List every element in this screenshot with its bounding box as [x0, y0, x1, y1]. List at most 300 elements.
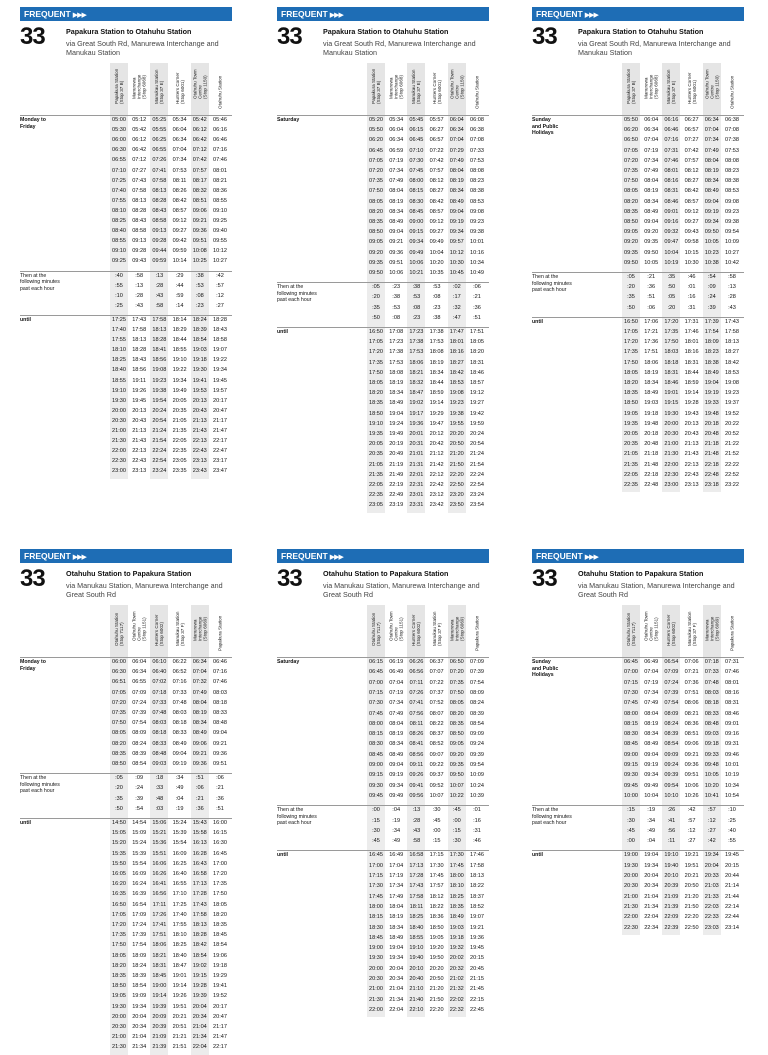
- time-cell: 18:23: [704, 349, 719, 356]
- time-cell: 18:57: [470, 380, 484, 386]
- time-cell: 08:05: [449, 700, 464, 707]
- time-cell: 16:26: [152, 871, 167, 877]
- time-cell: 06:49: [389, 669, 404, 676]
- time-cell: 07:49: [389, 178, 404, 185]
- time-cell: :08: [412, 304, 421, 311]
- time-cell: 23:31: [409, 502, 424, 509]
- time-cell: 07:09: [664, 669, 679, 676]
- stop-name: Hunters Corner (Stop 6002): [411, 614, 422, 646]
- time-cell: 09:34: [449, 229, 464, 236]
- time-cell: 07:33: [704, 669, 719, 676]
- time-cell: 09:05: [449, 741, 464, 748]
- time-cell: 22:31: [409, 482, 424, 488]
- chevrons-right-icon: ▶▶▶: [72, 554, 86, 561]
- time-cell: 07:34: [644, 689, 659, 696]
- section-divider: [20, 271, 232, 272]
- time-cell: 08:34: [449, 188, 464, 195]
- time-cell: :51: [647, 294, 656, 301]
- time-cell: 09:20: [369, 249, 383, 256]
- time-cell: 08:22: [429, 720, 444, 727]
- time-cell: 09:22: [429, 762, 444, 768]
- time-cell: 18:50: [429, 924, 444, 931]
- time-cell: 20:33: [704, 873, 719, 879]
- time-cell: 08:45: [369, 751, 383, 758]
- time-cell: 22:43: [684, 471, 699, 478]
- time-cell: 18:28: [132, 347, 147, 354]
- stop-name: Manukau Station (Stop 37 F): [686, 611, 697, 646]
- time-cell: 08:34: [644, 198, 659, 205]
- stop-name: Manukau Station (Stop 37 E): [411, 69, 422, 104]
- stop-name: Hunters Corner (Stop 6002): [666, 614, 677, 646]
- time-cell: 07:46: [725, 669, 739, 676]
- time-cell: 18:50: [624, 400, 638, 407]
- time-cell: 19:06: [213, 952, 227, 959]
- time-cell: 07:22: [429, 679, 444, 686]
- time-cell: :57: [707, 807, 716, 814]
- time-cell: 07:33: [172, 689, 187, 696]
- time-cell: 07:49: [192, 689, 207, 696]
- time-cell: 08:09: [664, 710, 679, 717]
- time-cell: 09:00: [624, 751, 638, 758]
- time-cell: 08:45: [409, 208, 424, 215]
- time-cell: 21:48: [704, 451, 719, 458]
- time-cell: 08:05: [369, 198, 383, 205]
- time-cell: 06:46: [213, 137, 227, 144]
- time-cell: 18:09: [704, 339, 719, 346]
- time-cell: 19:04: [389, 410, 404, 417]
- time-cell: 18:34: [389, 924, 404, 931]
- time-cell: 09:04: [389, 229, 404, 236]
- time-cell: :30: [372, 827, 380, 834]
- time-cell: 08:05: [624, 188, 638, 195]
- stop-name: Otahuhu Town Centre (Stop 1151): [131, 611, 147, 641]
- time-cell: 19:34: [644, 862, 659, 869]
- time-cell: 17:50: [112, 942, 126, 949]
- time-cell: 09:09: [664, 751, 679, 758]
- time-cell: 09:19: [389, 772, 404, 779]
- time-cell: 20:30: [112, 1024, 126, 1030]
- stop-name: Otahuhu Station (Stop 7117): [371, 612, 381, 646]
- time-cell: 09:04: [704, 198, 719, 205]
- time-cell: 17:50: [624, 359, 638, 366]
- time-cell: 21:14: [725, 883, 739, 890]
- frequent-banner: [277, 549, 489, 563]
- time-cell: 10:30: [449, 259, 464, 266]
- time-cell: 22:50: [684, 924, 699, 931]
- time-cell: 09:40: [213, 228, 227, 235]
- stop-name: Manukau Station (Stop 37 F): [431, 611, 442, 646]
- time-cell: 19:51: [684, 862, 699, 869]
- time-cell: 19:10: [409, 945, 424, 952]
- time-cell: :36: [216, 795, 224, 802]
- time-cell: 07:58: [152, 177, 167, 184]
- time-cell: 07:37: [429, 689, 444, 696]
- time-cell: 09:39: [664, 772, 679, 779]
- time-cell: 21:05: [369, 461, 383, 468]
- time-cell: :21: [473, 294, 481, 301]
- time-cell: 21:34: [192, 1034, 207, 1041]
- time-cell: 09:54: [470, 762, 484, 768]
- time-cell: 20:24: [470, 431, 484, 437]
- time-cell: :58: [155, 302, 164, 309]
- time-cell: 09:51: [684, 772, 699, 779]
- time-cell: 20:54: [152, 417, 167, 424]
- time-cell: 20:10: [664, 873, 679, 879]
- time-cell: 22:35: [172, 448, 187, 455]
- time-cell: 08:33: [704, 710, 719, 717]
- stop-header: [191, 605, 209, 657]
- time-cell: 17:08: [389, 329, 404, 335]
- time-cell: 20:13: [192, 397, 207, 404]
- time-cell: 09:34: [389, 782, 404, 789]
- time-cell: 19:57: [213, 387, 227, 394]
- time-cell: 07:54: [132, 720, 147, 727]
- time-cell: 08:39: [132, 750, 147, 757]
- time-cell: 06:04: [644, 117, 659, 123]
- time-cell: 19:26: [172, 993, 187, 1000]
- time-cell: 17:40: [172, 911, 187, 918]
- time-cell: 19:04: [389, 945, 404, 952]
- time-cell: 10:34: [725, 782, 739, 789]
- time-cell: 18:22: [429, 903, 444, 910]
- time-cell: 06:04: [389, 127, 404, 134]
- time-cell: 09:27: [684, 219, 699, 225]
- frequent-banner: [20, 549, 232, 563]
- time-cell: 16:13: [192, 840, 207, 847]
- time-cell: :35: [627, 294, 635, 301]
- time-cell: 19:35: [369, 431, 383, 437]
- time-cell: 19:05: [624, 410, 638, 417]
- time-cell: 09:39: [470, 751, 484, 758]
- time-cell: :51: [195, 775, 204, 782]
- time-cell: 17:30: [429, 862, 444, 869]
- time-cell: 10:25: [192, 258, 207, 265]
- time-cell: 22:20: [429, 1006, 444, 1013]
- time-cell: 18:09: [132, 952, 147, 959]
- time-cell: 22:18: [644, 471, 659, 478]
- time-cell: 09:36: [684, 762, 699, 768]
- route-title: Otahuhu Station to Papakura Station: [66, 569, 192, 578]
- time-cell: 21:35: [624, 461, 638, 468]
- time-cell: 18:20: [470, 349, 484, 356]
- section-label: until: [277, 852, 288, 859]
- timetable-panel: [20, 7, 232, 542]
- time-cell: 05:42: [132, 127, 147, 134]
- time-cell: 07:12: [132, 157, 147, 164]
- time-cell: 22:12: [429, 471, 444, 478]
- time-cell: 18:58: [213, 337, 227, 344]
- time-cell: 09:56: [409, 792, 424, 799]
- time-cell: 21:05: [624, 451, 638, 458]
- time-cell: 19:23: [449, 400, 464, 407]
- section-label: Sunday and Public Holidays: [532, 117, 559, 136]
- time-cell: 15:50: [112, 860, 126, 867]
- time-cell: :42: [216, 272, 224, 279]
- time-cell: 16:30: [213, 840, 227, 847]
- time-cell: 20:35: [172, 407, 187, 414]
- time-cell: 09:51: [389, 259, 404, 266]
- time-cell: 16:58: [409, 852, 424, 859]
- time-cell: 17:24: [132, 922, 147, 928]
- time-cell: 18:13: [152, 327, 167, 333]
- time-cell: 09:49: [389, 792, 404, 799]
- time-cell: 10:06: [389, 270, 404, 276]
- time-cell: 08:19: [704, 168, 719, 174]
- frequent-banner: [532, 7, 744, 21]
- time-cell: 07:31: [725, 659, 739, 665]
- time-cell: :43: [155, 292, 164, 299]
- time-cell: 20:01: [409, 431, 424, 437]
- time-cell: :06: [216, 775, 224, 782]
- time-cell: 18:56: [132, 367, 147, 374]
- time-cell: 08:21: [684, 710, 699, 717]
- time-cell: 20:47: [213, 407, 227, 414]
- time-cell: 09:19: [704, 208, 719, 215]
- time-cell: 08:04: [644, 710, 659, 717]
- time-cell: 19:42: [470, 410, 484, 417]
- time-cell: 18:12: [429, 893, 444, 900]
- time-cell: 17:46: [470, 852, 484, 859]
- time-cell: 20:09: [152, 1013, 167, 1020]
- time-cell: :53: [195, 282, 204, 289]
- time-cell: 08:39: [470, 710, 484, 717]
- time-cell: :23: [195, 302, 204, 309]
- section-divider: [20, 773, 232, 774]
- section-label: Then at the following minutes past each hour: [532, 807, 572, 827]
- time-cell: :47: [452, 314, 461, 321]
- time-cell: 22:18: [704, 461, 719, 468]
- banner-label: FREQUENT: [24, 9, 71, 19]
- time-cell: 19:14: [684, 390, 699, 397]
- time-cell: 10:41: [704, 792, 719, 799]
- time-cell: 22:45: [470, 1006, 484, 1013]
- time-cell: 18:56: [152, 357, 167, 364]
- time-cell: 19:48: [704, 410, 719, 417]
- time-cell: 19:03: [449, 924, 464, 931]
- time-cell: 19:29: [429, 410, 444, 417]
- time-cell: 07:46: [213, 679, 227, 686]
- time-cell: 07:35: [369, 178, 383, 185]
- time-cell: 06:04: [172, 127, 187, 134]
- time-cell: 09:35: [624, 249, 638, 256]
- time-cell: 10:16: [470, 249, 484, 256]
- stop-name: Otahuhu Town Centre (Stop 1151): [388, 611, 404, 641]
- time-cell: :20: [667, 304, 676, 311]
- time-cell: 18:13: [470, 873, 484, 879]
- time-cell: 08:36: [684, 720, 699, 727]
- time-cell: :35: [372, 304, 380, 311]
- time-cell: 08:43: [132, 218, 147, 224]
- time-cell: 17:09: [132, 911, 147, 918]
- time-cell: 07:26: [409, 689, 424, 696]
- time-cell: 22:00: [664, 461, 679, 468]
- time-cell: 09:08: [725, 198, 739, 205]
- time-cell: 17:25: [112, 316, 126, 323]
- time-cell: :49: [647, 827, 656, 834]
- time-cell: 09:04: [644, 751, 659, 758]
- time-cell: 07:34: [389, 700, 404, 707]
- time-cell: 09:45: [624, 782, 638, 789]
- time-cell: 22:30: [664, 471, 679, 478]
- time-cell: :51: [473, 314, 481, 321]
- stop-header: [642, 605, 660, 657]
- time-cell: 07:57: [192, 167, 207, 174]
- time-cell: :46: [687, 274, 696, 280]
- time-cell: 06:46: [213, 659, 227, 665]
- time-cell: 23:22: [725, 482, 739, 488]
- stop-header: [110, 63, 128, 115]
- time-cell: :40: [728, 827, 736, 834]
- route-via: via Manukau Station, Manurewa Interchange and Great South Rd: [578, 581, 735, 599]
- time-cell: 21:03: [704, 883, 719, 890]
- time-cell: 18:18: [664, 359, 679, 366]
- section-divider: [532, 317, 744, 318]
- time-cell: 19:09: [132, 993, 147, 1000]
- time-cell: 07:46: [213, 157, 227, 164]
- time-cell: 18:37: [470, 893, 484, 900]
- time-cell: 08:04: [389, 720, 404, 727]
- time-cell: 18:54: [192, 952, 207, 959]
- time-cell: 22:39: [664, 924, 679, 931]
- time-cell: :04: [647, 838, 656, 845]
- time-cell: 17:58: [470, 862, 484, 869]
- time-cell: 08:57: [172, 207, 187, 214]
- time-cell: 07:04: [644, 137, 659, 144]
- time-cell: 19:22: [213, 357, 227, 364]
- time-cell: 09:36: [389, 249, 404, 256]
- time-cell: 08:00: [409, 178, 424, 185]
- time-cell: 18:49: [389, 934, 404, 941]
- time-cell: 08:00: [369, 720, 383, 727]
- time-cell: 08:15: [409, 188, 424, 195]
- time-cell: 08:30: [624, 731, 638, 738]
- time-cell: 08:32: [192, 187, 207, 194]
- time-cell: 08:24: [664, 720, 679, 727]
- time-cell: 18:44: [429, 380, 444, 386]
- time-cell: 18:24: [132, 962, 147, 969]
- time-cell: 17:51: [152, 932, 167, 939]
- time-cell: :21: [195, 795, 204, 802]
- time-cell: 18:27: [449, 359, 464, 366]
- time-cell: 18:49: [704, 369, 719, 376]
- time-cell: :21: [216, 785, 224, 792]
- time-cell: 08:33: [172, 730, 187, 737]
- time-cell: 21:50: [429, 996, 444, 1003]
- time-cell: 19:45: [213, 377, 227, 384]
- section-label: Then at the following minutes past each hour: [20, 272, 60, 292]
- time-cell: 10:26: [684, 792, 699, 799]
- time-cell: 06:34: [192, 659, 207, 665]
- time-cell: 09:28: [152, 238, 167, 245]
- stop-name: Papakura Station: [217, 615, 223, 651]
- time-cell: 07:43: [132, 177, 147, 184]
- time-cell: 07:16: [172, 679, 187, 686]
- section-label: Then at the following minutes past each hour: [277, 284, 317, 304]
- time-cell: 09:50: [644, 249, 659, 256]
- time-cell: 18:16: [449, 349, 464, 356]
- time-cell: 17:53: [429, 339, 444, 346]
- time-cell: 18:47: [172, 962, 187, 969]
- time-cell: 08:23: [725, 168, 739, 174]
- time-cell: 18:55: [112, 377, 126, 384]
- time-cell: :56: [667, 827, 676, 834]
- time-cell: 23:05: [172, 458, 187, 465]
- time-cell: :06: [647, 304, 656, 311]
- time-cell: 09:15: [409, 229, 424, 236]
- time-cell: 15:35: [112, 850, 126, 857]
- time-cell: 08:33: [213, 710, 227, 716]
- time-cell: :16: [473, 817, 481, 824]
- time-cell: 19:21: [470, 924, 484, 931]
- stop-name: Papakura Station (Stop 37 B): [626, 68, 636, 104]
- time-cell: 18:15: [369, 914, 383, 921]
- time-cell: 06:54: [664, 659, 679, 665]
- time-cell: 09:15: [369, 772, 383, 779]
- time-cell: 18:53: [449, 380, 464, 386]
- time-cell: 17:34: [389, 883, 404, 890]
- time-cell: 17:53: [389, 359, 404, 366]
- time-cell: :05: [627, 274, 635, 280]
- time-cell: 09:41: [409, 782, 424, 789]
- time-cell: 19:14: [172, 983, 187, 990]
- time-cell: :09: [135, 775, 144, 782]
- time-cell: 06:59: [389, 147, 404, 154]
- time-cell: 21:34: [389, 996, 404, 1003]
- time-cell: 15:20: [112, 840, 126, 847]
- time-cell: :11: [667, 838, 676, 845]
- time-cell: 21:24: [470, 451, 484, 458]
- time-cell: 20:30: [664, 431, 679, 437]
- time-cell: :39: [707, 304, 716, 311]
- stop-header: [622, 63, 640, 115]
- time-cell: 17:38: [429, 329, 444, 335]
- time-cell: 21:30: [369, 996, 383, 1003]
- time-cell: 17:58: [725, 329, 739, 335]
- time-cell: 21:44: [725, 893, 739, 900]
- time-cell: 09:44: [152, 248, 167, 255]
- time-cell: 23:54: [470, 502, 484, 509]
- time-cell: 06:30: [112, 669, 126, 676]
- time-cell: 08:54: [470, 720, 484, 727]
- time-cell: 20:04: [644, 873, 659, 879]
- stop-header: [428, 63, 446, 115]
- time-cell: 08:01: [725, 679, 739, 686]
- time-cell: 22:15: [470, 996, 484, 1003]
- time-cell: 19:22: [172, 367, 187, 374]
- time-cell: 10:22: [449, 792, 464, 799]
- time-cell: 17:00: [213, 860, 227, 867]
- time-cell: :50: [667, 284, 676, 291]
- time-cell: 07:48: [152, 710, 167, 716]
- timetable-panel: [20, 549, 232, 1051]
- time-cell: 17:35: [112, 932, 126, 939]
- time-cell: 20:34: [644, 883, 659, 890]
- time-cell: 06:56: [409, 669, 424, 676]
- time-cell: 07:35: [624, 168, 638, 174]
- time-cell: 17:43: [192, 901, 207, 908]
- time-cell: 19:19: [704, 390, 719, 397]
- time-cell: 18:43: [213, 327, 227, 333]
- time-cell: 09:28: [132, 248, 147, 255]
- time-cell: :28: [135, 292, 144, 299]
- time-cell: 07:09: [132, 689, 147, 696]
- time-cell: 22:13: [684, 461, 699, 468]
- banner-label: FREQUENT: [281, 551, 328, 561]
- section-label: Then at the following minutes past each hour: [20, 775, 60, 795]
- time-cell: 17:39: [704, 318, 719, 325]
- time-cell: :09: [707, 284, 716, 291]
- time-cell: 07:05: [112, 689, 126, 696]
